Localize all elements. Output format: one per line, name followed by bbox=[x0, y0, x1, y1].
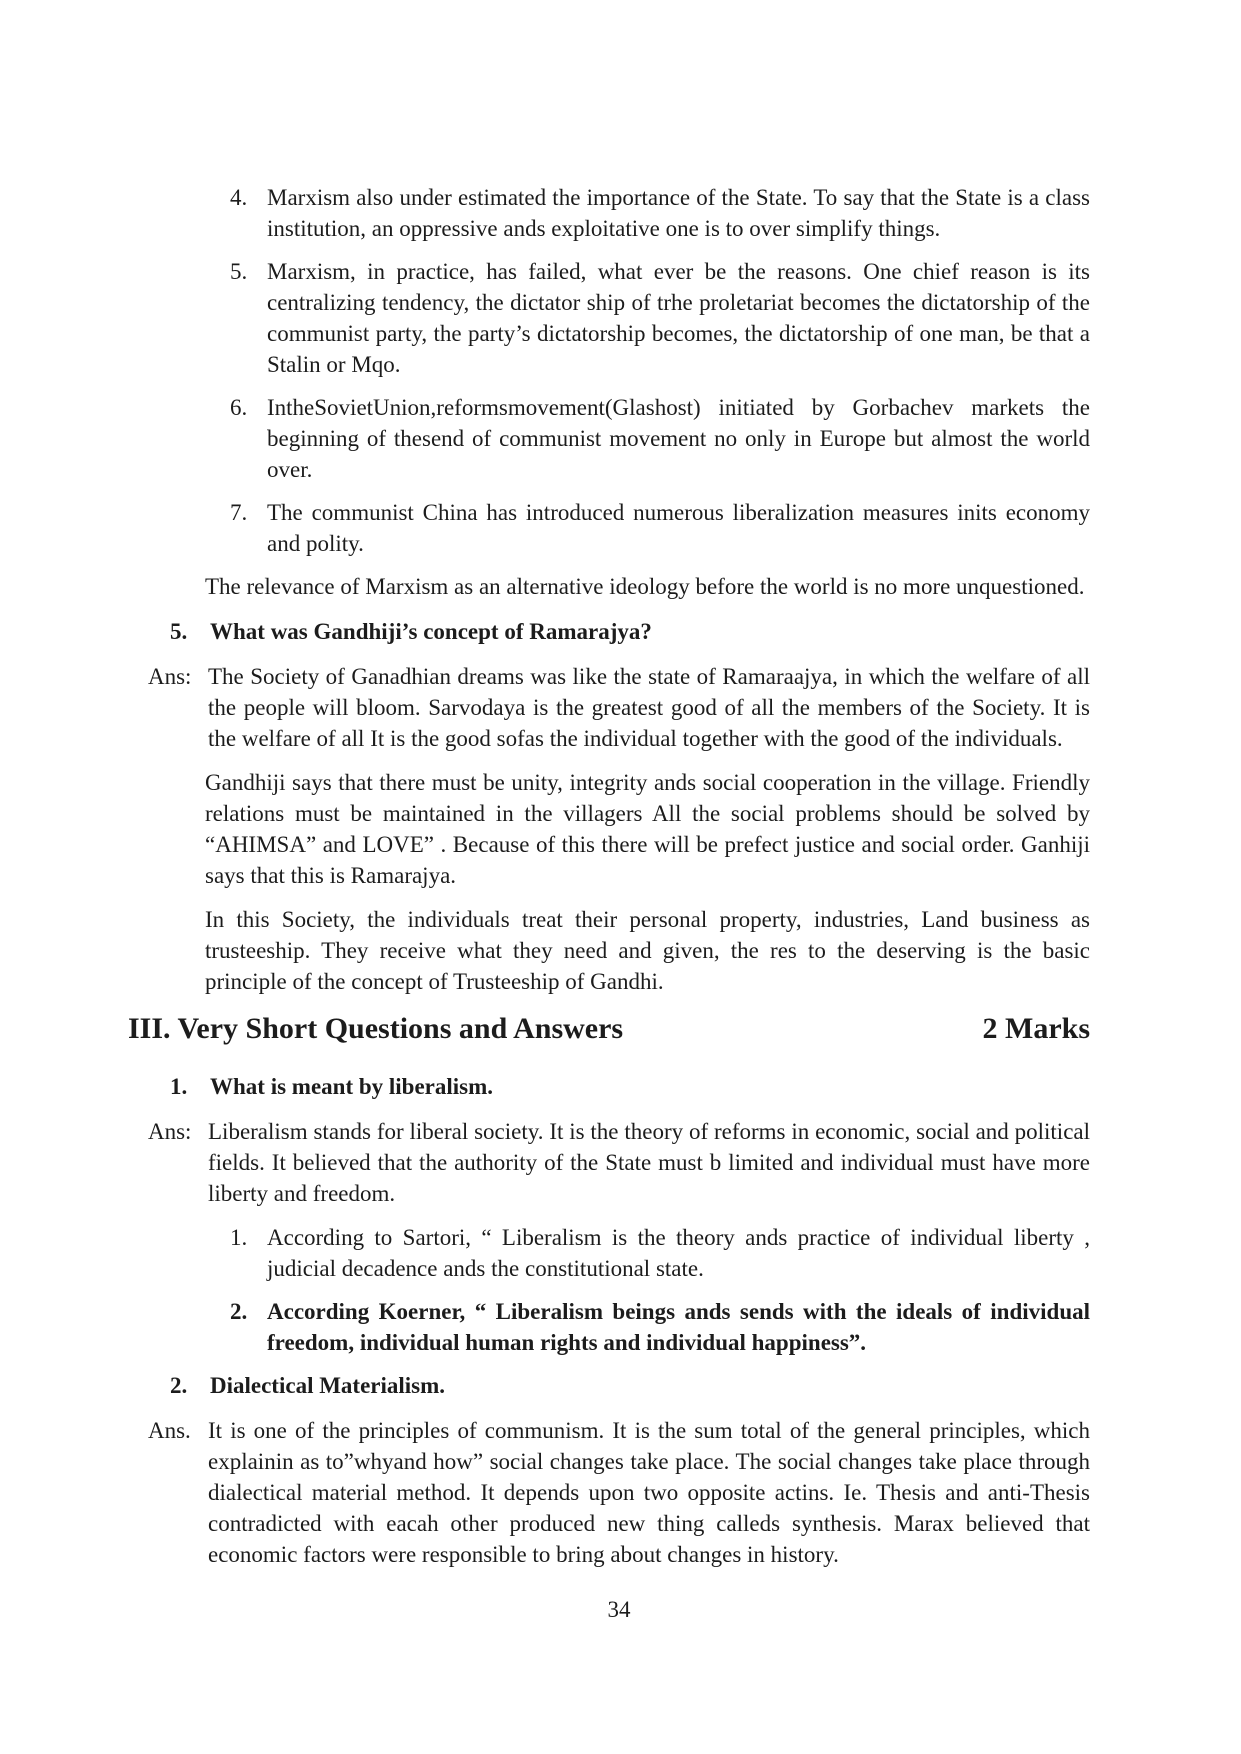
question-title: Dialectical Materialism. bbox=[210, 1373, 446, 1398]
list-item-text: According Koerner, “ Liberalism beings ands sends with the ideals of individual freedom, individual human rights and individual happiness”. bbox=[267, 1299, 1090, 1355]
answer-text: Liberalism stands for liberal society. It is the theory of reforms in economic, social and political fields. It believed that the authority of the State must b limited and individual must have more liberty and freedom. bbox=[208, 1119, 1090, 1206]
list-item-text: The communist China has introduced numerous liberalization measures inits economy and polity. bbox=[267, 500, 1090, 556]
vsq-2-answer bbox=[148, 1415, 1090, 1570]
section-3-heading bbox=[128, 1011, 1090, 1047]
answer-label: Ans: bbox=[148, 664, 192, 689]
list-item-text: Marxism also under estimated the importance of the State. To say that the State is a class institution, an oppressive ands exploitative one is to over simplify things. bbox=[267, 185, 1090, 241]
vsq-1-heading bbox=[148, 1071, 1090, 1102]
question-number: 5. bbox=[170, 619, 188, 644]
list-item-text: According to Sartori, “ Liberalism is the theory ands practice of individual liberty , judicial decadence ands the constitutional state. bbox=[267, 1225, 1090, 1281]
list-item-5 bbox=[148, 256, 1090, 380]
page-number: 34 bbox=[607, 1597, 631, 1622]
list-item-6 bbox=[148, 392, 1090, 485]
question-number: 2. bbox=[170, 1373, 188, 1398]
vsq-1-answer bbox=[148, 1116, 1090, 1209]
question-5-answer bbox=[148, 661, 1090, 754]
question-5-heading bbox=[148, 616, 1090, 647]
section-marks: 2 Marks bbox=[982, 1012, 1090, 1045]
answer-text: The Society of Ganadhian dreams was like the state of Ramaraajya, in which the welfare of all the people will bloom. Sarvodaya is the greatest good of all the members of the Society. It is the welfare of all It is the good sofas the individual together with the good of the individuals. bbox=[208, 664, 1090, 751]
list-item-number: 4. bbox=[230, 185, 248, 210]
answer-label: Ans: bbox=[148, 1119, 192, 1144]
list-item-4 bbox=[148, 182, 1090, 244]
question-5-paragraph-2: Gandhiji says that there must be unity, integrity ands social cooperation in the village. Friendly relations must be maintained in the villagers All the social problems should be solved by “AHIMSA” and LOVE” . Because of this there will be prefect justice and social order. Ganhiji says that this is Ramarajya. bbox=[205, 770, 1090, 888]
list-item-7 bbox=[148, 497, 1090, 559]
answer-label: Ans. bbox=[148, 1418, 191, 1443]
question-number: 1. bbox=[170, 1074, 188, 1099]
vsq-1-subitem-2 bbox=[148, 1296, 1090, 1358]
question-title: What was Gandhiji’s concept of Ramarajya? bbox=[210, 619, 652, 644]
list-item-number: 7. bbox=[230, 500, 248, 525]
list-item-text: Marxism, in practice, has failed, what ever be the reasons. One chief reason is its centralizing tendency, the dictator ship of trhe proletariat becomes the dictatorship of the communist party, the party’s dictatorship becomes, the dictatorship of one man, be that a Stalin or Mqo. bbox=[267, 259, 1090, 377]
list-item-number: 6. bbox=[230, 395, 248, 420]
list-item-number: 1. bbox=[230, 1225, 248, 1250]
list-item-number: 2. bbox=[230, 1299, 248, 1324]
answer-text: It is one of the principles of communism. It is the sum total of the general principles, which explainin as to”whyand how” social changes take place. The social changes take place through dialectical material method. It depends upon two opposite actins. Ie. Thesis and anti-Thesis contradicted with eacah other produced new thing calleds synthesis. Marax believed that economic factors were responsible to bring about changes in history. bbox=[208, 1418, 1090, 1567]
section-title: III. Very Short Questions and Answers bbox=[128, 1012, 624, 1045]
vsq-1-subitem-1 bbox=[148, 1222, 1090, 1284]
list-item-number: 5. bbox=[230, 259, 248, 284]
marxism-closing-paragraph: The relevance of Marxism as an alternative ideology before the world is no more unquestioned. bbox=[205, 574, 1085, 599]
list-item-text: IntheSovietUnion,reformsmovement(Glashost) initiated by Gorbachev markets the beginning of thesend of communist movement no only in Europe but almost the world over. bbox=[267, 395, 1090, 482]
question-title: What is meant by liberalism. bbox=[210, 1074, 494, 1099]
question-5-paragraph-3: In this Society, the individuals treat their personal property, industries, Land business as trusteeship. They receive what they need and given, the res to the deserving is the basic principle of the concept of Trusteeship of Gandhi. bbox=[205, 907, 1090, 994]
vsq-2-heading bbox=[148, 1370, 1090, 1401]
